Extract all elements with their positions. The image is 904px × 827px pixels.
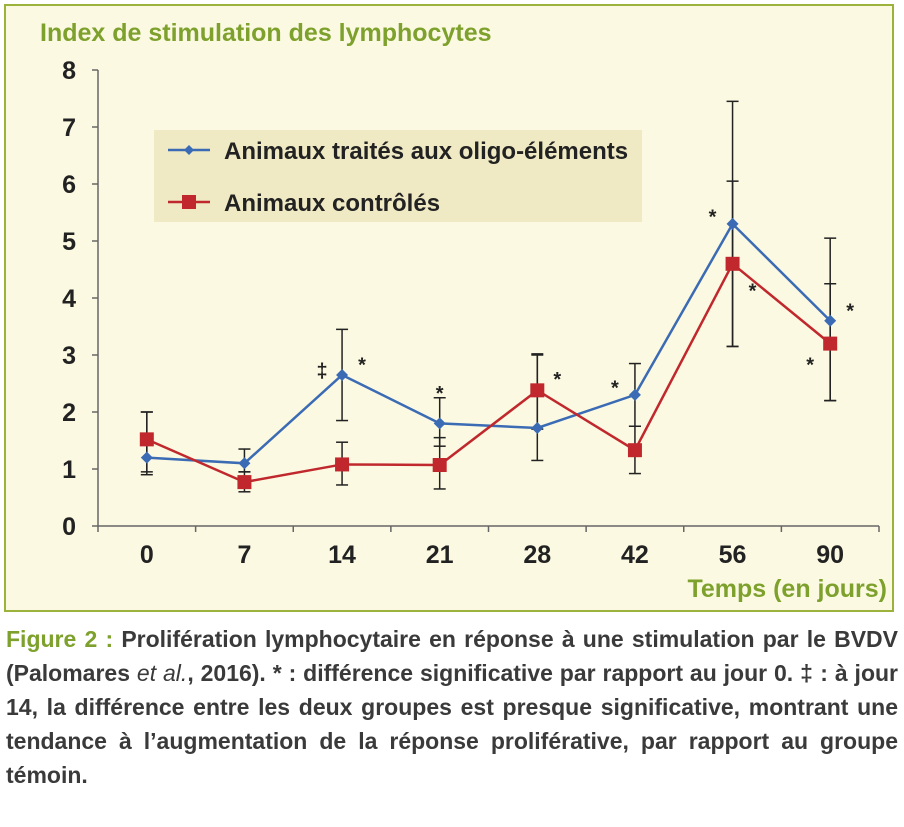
data-point-square: [530, 383, 544, 397]
data-point-square: [140, 432, 154, 446]
line-chart: [6, 6, 892, 610]
significance-marker: *: [806, 354, 815, 377]
chart-title: Index de stimulation des lymphocytes: [40, 19, 492, 47]
significance-marker: *: [358, 354, 366, 377]
y-tick-label: 7: [62, 114, 76, 142]
x-tick-label: 14: [328, 541, 356, 569]
significance-marker: *: [435, 383, 444, 406]
data-point-square: [628, 443, 642, 457]
data-point-diamond: [629, 389, 641, 401]
figure-caption: [6, 622, 898, 792]
data-point-square: [433, 458, 447, 472]
data-point-diamond: [434, 417, 446, 429]
significance-marker: *: [846, 300, 855, 323]
legend-marker-square: [182, 195, 196, 209]
caption-text-1: Prolifération lymphocytaire en réponse à une stimulation par le BVDV (Palomares: [6, 626, 899, 686]
y-tick-label: 0: [62, 513, 76, 541]
y-tick-label: 6: [62, 171, 76, 199]
significance-marker: ‡: [316, 360, 328, 383]
significance-marker: *: [708, 206, 717, 229]
data-point-diamond: [141, 452, 153, 464]
data-point-square: [726, 257, 740, 271]
x-tick-label: 56: [718, 541, 747, 569]
x-tick-label: 7: [237, 541, 252, 569]
data-point-diamond: [531, 422, 543, 434]
x-tick-label: 0: [139, 541, 154, 569]
y-tick-label: 1: [62, 456, 76, 484]
significance-marker: *: [611, 377, 619, 400]
y-tick-label: 8: [62, 57, 76, 85]
significance-marker: *: [748, 280, 757, 303]
legend-label-1: Animaux contrôlés: [224, 190, 441, 217]
y-tick-label: 5: [62, 228, 76, 256]
y-tick-label: 3: [62, 342, 76, 370]
data-point-square: [823, 337, 837, 351]
data-point-square: [335, 457, 349, 471]
data-point-square: [237, 475, 251, 489]
x-axis-label: Temps (en jours): [687, 575, 887, 603]
figure-label: Figure 2 :: [6, 626, 114, 652]
y-tick-label: 4: [62, 285, 76, 313]
chart-panel: [4, 4, 894, 612]
caption-text-italic: et al.: [136, 660, 188, 686]
x-tick-label: 21: [425, 541, 454, 569]
significance-marker: *: [553, 368, 562, 391]
legend-label-0: Animaux traités aux oligo-éléments: [224, 138, 629, 165]
x-tick-label: 28: [523, 541, 552, 569]
x-tick-label: 90: [816, 541, 845, 569]
y-tick-label: 2: [62, 399, 76, 427]
caption-text-2: , 2016). * : différence significative par rapport au jour 0. ‡ : à jour 14, la différence entre les deux groupes est presque significative, montrant une tendance à l’augmentation de la réponse proliférative, par rapport au groupe témoin.: [6, 660, 898, 788]
x-tick-label: 42: [621, 541, 649, 569]
